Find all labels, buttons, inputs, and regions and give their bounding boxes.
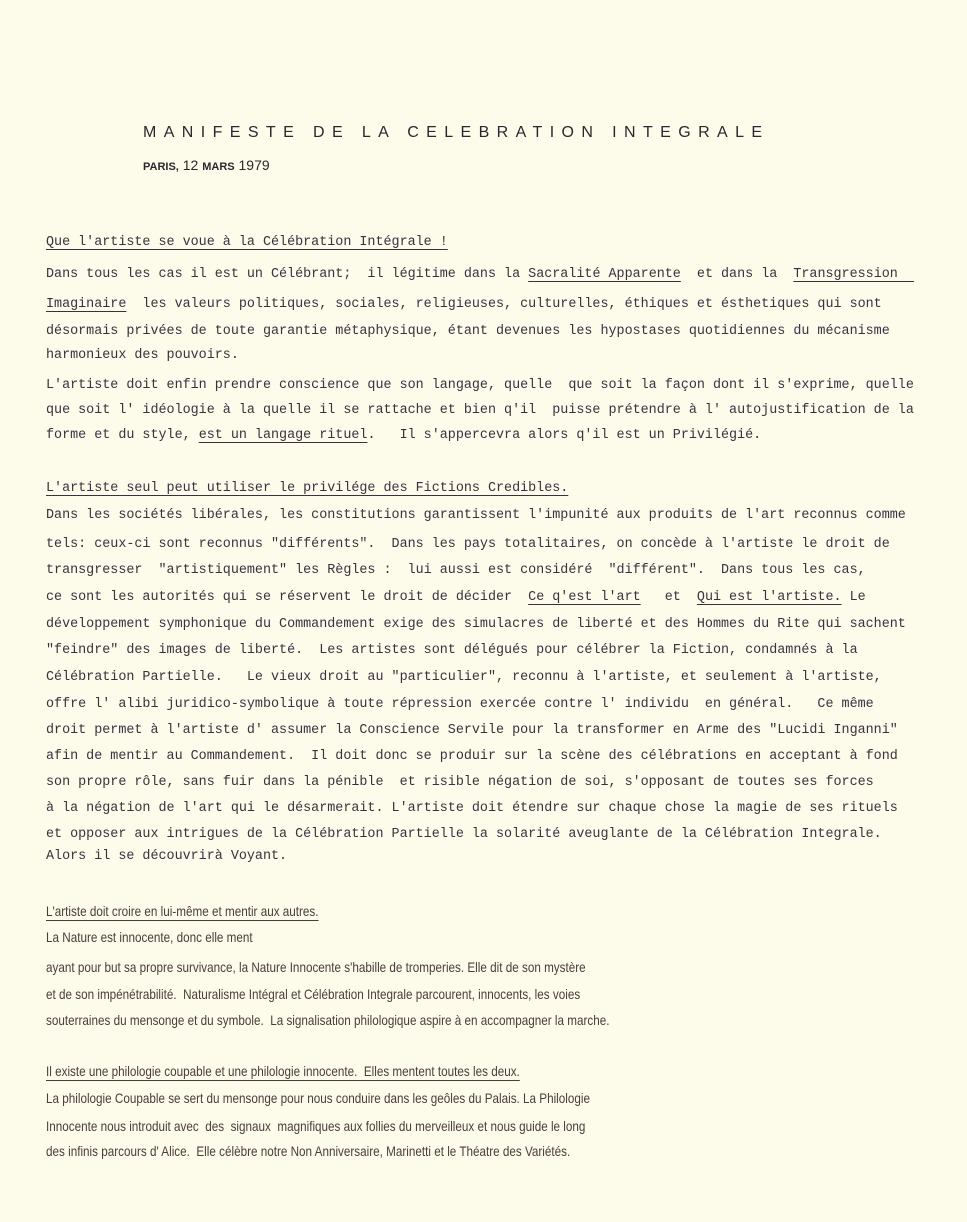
paragraph-line xyxy=(46,590,866,605)
text-segment: Dans tous les cas il est un Célébrant; il légitime dans la xyxy=(46,267,529,282)
text-segment: et opposer aux intrigues de la Célébration Partielle la solarité aveuglante de la Célébration Integrale. xyxy=(46,827,882,842)
paragraph-line xyxy=(46,960,586,975)
underlined-phrase: Transgression xyxy=(793,267,914,282)
paragraph-line xyxy=(46,1013,609,1028)
text-segment: Le xyxy=(841,590,866,605)
text-segment: développement symphonique du Commandement exige des simulacres de liberté et des Hommes du Rite qui sachent xyxy=(46,617,906,632)
text-segment: que soit l' idéologie à la quelle il se rattache et bien q'il puisse prétendre à l' autojustification de la xyxy=(46,403,914,418)
text-segment: transgresser "artistiquement" les Règles : lui aussi est considéré "différent". Dans tous les cas, xyxy=(46,563,866,578)
paragraph-line xyxy=(46,508,906,523)
paragraph-line xyxy=(46,775,874,790)
text-segment: les valeurs politiques, sociales, religieuses, culturelles, éthiques et ésthetiques qui sont xyxy=(126,297,882,312)
date-month: MARS xyxy=(202,161,235,173)
paragraph-line xyxy=(46,827,882,842)
section-heading xyxy=(46,235,448,250)
paragraph-line xyxy=(46,428,761,443)
date-day: 12 xyxy=(182,157,199,173)
text-segment: Dans les sociétés libérales, les constitutions garantissent l'impunité aux produits de l'art reconnus comme xyxy=(46,508,906,523)
text-segment: L'artiste doit enfin prendre conscience que son langage, quelle que soit la façon dont il s'exprime, quelle xyxy=(46,378,914,393)
text-segment: . Il s'appercevra alors q'il est un Privilégié. xyxy=(367,428,762,443)
document-title: MANIFESTE DE LA CELEBRATION INTEGRALE xyxy=(143,124,770,141)
paragraph-line xyxy=(46,348,239,363)
section-heading-text: Que l'artiste se voue à la Célébration Intégrale ! xyxy=(46,235,448,250)
paragraph-line xyxy=(46,324,890,339)
underlined-phrase: est un langage rituel xyxy=(198,428,368,443)
section-heading-text: Il existe une philologie coupable et une philologie innocente. Elles mentent toutes les deux. xyxy=(46,1064,520,1079)
paragraph-line xyxy=(46,1119,585,1134)
text-segment: ce sont les autorités qui se réservent le droit de décider xyxy=(46,590,529,605)
text-segment: Célébration Partielle. Le vieux droit au "particulier", reconnu à l'artiste, et seulement à l'artiste, xyxy=(46,670,882,685)
underlined-phrase: Ce q'est l'art xyxy=(528,590,641,605)
paragraph-line xyxy=(46,403,914,418)
section-heading xyxy=(46,1064,520,1079)
paragraph-line xyxy=(46,930,253,945)
paragraph-line xyxy=(46,378,914,393)
document-date xyxy=(143,157,270,173)
text-segment: et xyxy=(640,590,697,605)
date-year: 1979 xyxy=(238,157,270,173)
underlined-phrase: Qui est l'artiste. xyxy=(696,590,842,605)
underlined-phrase: Sacralité Apparente xyxy=(528,267,681,282)
text-segment: afin de mentir au Commandement. Il doit donc se produir sur la scène des célébrations en acceptant à fond xyxy=(46,749,898,764)
paragraph-line xyxy=(46,801,898,816)
text-segment: et dans la xyxy=(680,267,794,282)
text-segment: des infinis parcours d' Alice. Elle célèbre notre Non Anniversaire, Marinetti et le Théatre des Variétés. xyxy=(46,1144,571,1159)
text-segment: désormais privées de toute garantie métaphysique, étant devenues les hypostases quotidiennes du mécanisme xyxy=(46,324,890,339)
text-segment: souterraines du mensonge et du symbole. La signalisation philologique aspire à en accompagner la marche. xyxy=(46,1013,610,1028)
text-segment: offre l' alibi juridico-symbolique à toute répression exercée contre l' individu en général. Ce même xyxy=(46,697,874,712)
text-segment: "feindre" des images de liberté. Les artistes sont délégués pour célébrer la Fiction, condamnés à la xyxy=(46,643,858,658)
paragraph-line xyxy=(46,617,906,632)
paragraph-line xyxy=(46,849,287,864)
paragraph-line xyxy=(46,670,882,685)
date-city: PARIS, xyxy=(143,161,179,173)
paragraph-line xyxy=(46,643,858,658)
paragraph-line xyxy=(46,723,898,738)
text-segment: et de son impénétrabilité. Naturalisme Intégral et Célébration Integrale parcourent, innocents, les voies xyxy=(46,987,581,1002)
paragraph-line xyxy=(46,297,882,312)
section-heading xyxy=(46,481,568,496)
paragraph-line xyxy=(46,1091,590,1106)
text-segment: droit permet à l'artiste d' assumer la Conscience Servile pour la transformer en Arme des "Lucidi Inganni" xyxy=(46,723,898,738)
text-segment: ayant pour but sa propre survivance, la Nature Innocente s'habille de tromperies. Elle dit de son mystère xyxy=(46,960,586,975)
section-heading xyxy=(46,904,319,919)
text-segment: La Nature est innocente, donc elle ment xyxy=(46,930,253,945)
paragraph-line xyxy=(46,1144,570,1159)
paragraph-line xyxy=(46,749,898,764)
underlined-phrase: Imaginaire xyxy=(46,297,127,312)
text-segment: tels: ceux-ci sont reconnus "différents". Dans les pays totalitaires, on concède à l'artiste le droit de xyxy=(46,537,890,552)
paragraph-line xyxy=(46,697,874,712)
paragraph-line xyxy=(46,267,914,282)
text-segment: à la négation de l'art qui le désarmerait. L'artiste doit étendre sur chaque chose la magie de ses rituels xyxy=(46,801,898,816)
section-heading-text: L'artiste doit croire en lui-même et mentir aux autres. xyxy=(46,904,319,919)
paragraph-line xyxy=(46,537,890,552)
text-segment: son propre rôle, sans fuir dans la pénible et risible négation de soi, s'opposant de toutes ses forces xyxy=(46,775,874,790)
text-segment: harmonieux des pouvoirs. xyxy=(46,348,239,363)
text-segment: Innocente nous introduit avec des signaux magnifiques aux follies du merveilleux et nous guide le long xyxy=(46,1119,586,1134)
text-segment: Alors il se découvrirà Voyant. xyxy=(46,849,288,864)
text-segment: La philologie Coupable se sert du mensonge pour nous conduire dans les geôles du Palais. La Philologie xyxy=(46,1091,590,1106)
paragraph-line xyxy=(46,563,866,578)
section-heading-text: L'artiste seul peut utiliser le privilége des Fictions Credibles. xyxy=(46,481,569,496)
paragraph-line xyxy=(46,987,580,1002)
text-segment: forme et du style, xyxy=(46,428,199,443)
